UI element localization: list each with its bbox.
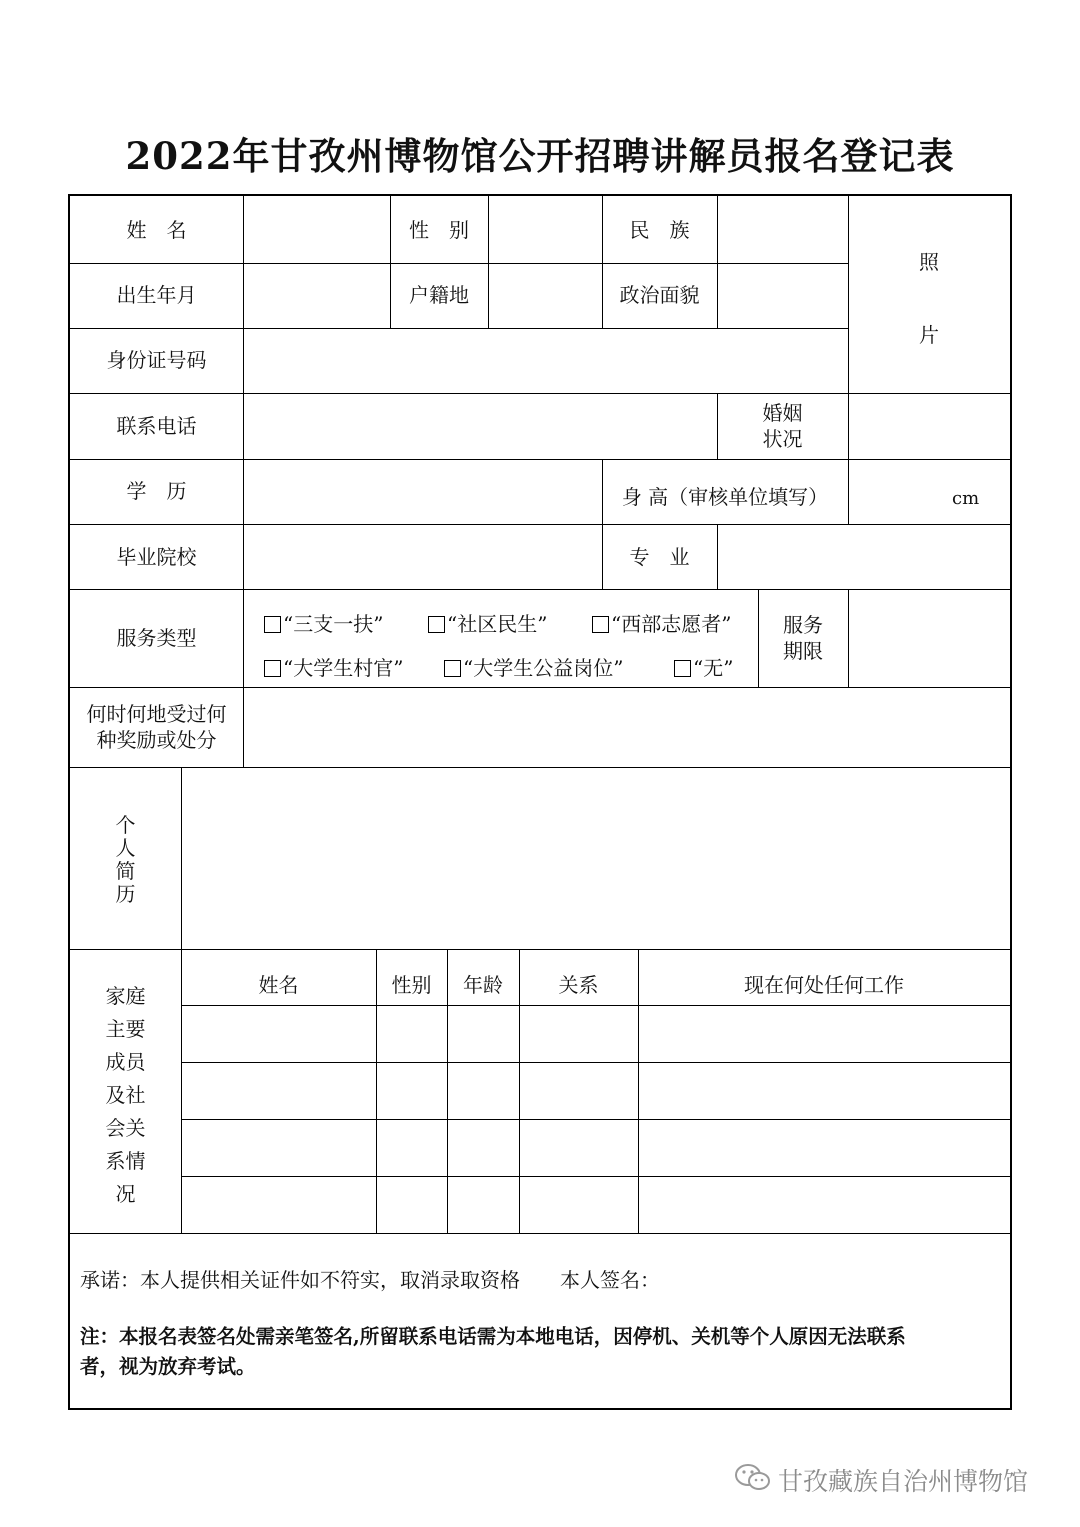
label-family-4: 及社 xyxy=(105,1083,146,1107)
grid-line xyxy=(602,196,603,328)
note-line-1: 注：本报名表签名处需亲笔签名,所留联系电话需为本地电话，因停机、关机等个人原因无法联系 xyxy=(80,1325,906,1348)
label-family-2: 主要 xyxy=(105,1017,146,1041)
gender-field[interactable] xyxy=(489,196,602,263)
service-option-sanzhiyifu[interactable]: “三支一扶” xyxy=(264,608,383,637)
awards-field[interactable] xyxy=(244,688,1010,767)
ethnicity-field[interactable] xyxy=(718,196,848,263)
label-ethnicity: 民 族 xyxy=(629,218,690,242)
height-unit: cm xyxy=(952,488,980,509)
label-education: 学 历 xyxy=(126,479,187,503)
grid-line xyxy=(390,196,391,328)
service-term-field[interactable] xyxy=(849,590,1010,687)
label-family-7: 况 xyxy=(115,1182,136,1206)
birth-field[interactable] xyxy=(244,264,390,328)
note-line-2: 者，视为放弃考试。 xyxy=(80,1355,256,1378)
label-resume-2: 人 xyxy=(115,836,136,860)
watermark-text: 甘孜藏族自治州博物馆 xyxy=(778,1467,1029,1496)
label-marital-2: 状况 xyxy=(762,427,803,451)
id-number-field[interactable] xyxy=(244,329,848,393)
phone-field[interactable] xyxy=(244,394,717,459)
signature-field[interactable] xyxy=(690,1258,1000,1298)
label-gender: 性 别 xyxy=(409,218,469,242)
label-family-5: 会关 xyxy=(105,1116,146,1140)
label-family-3: 成员 xyxy=(105,1050,146,1074)
service-option-shequminsheng[interactable]: “社区民生” xyxy=(428,608,547,637)
label-major: 专 业 xyxy=(629,545,690,569)
label-hukou: 户籍地 xyxy=(409,283,469,307)
label-resume-3: 简 xyxy=(115,859,136,883)
label-awards-2: 种奖励或处分 xyxy=(96,728,217,752)
label-political: 政治面貌 xyxy=(619,283,700,307)
major-field[interactable] xyxy=(718,525,1010,589)
label-school: 毕业院校 xyxy=(116,545,197,569)
hukou-field[interactable] xyxy=(489,264,602,328)
family-header-gender: 性别 xyxy=(391,973,432,997)
family-header-name: 姓名 xyxy=(258,973,299,997)
label-birth: 出生年月 xyxy=(116,283,197,307)
name-field[interactable] xyxy=(244,196,390,263)
checkbox-icon[interactable] xyxy=(674,660,691,677)
wechat-icon xyxy=(733,1462,773,1494)
label-resume-1: 个 xyxy=(115,813,136,837)
label-name: 姓 名 xyxy=(126,218,187,242)
label-family-6: 系情 xyxy=(105,1149,146,1173)
label-photo-2: 片 xyxy=(919,323,939,347)
label-resume-4: 历 xyxy=(115,882,136,906)
grid-line xyxy=(181,1119,1010,1120)
checkbox-icon[interactable] xyxy=(264,660,281,677)
checkbox-icon[interactable] xyxy=(444,660,461,677)
label-service-type: 服务类型 xyxy=(116,626,197,650)
label-phone: 联系电话 xyxy=(116,414,197,438)
checkbox-icon[interactable] xyxy=(592,616,609,633)
marital-field[interactable] xyxy=(849,394,1010,459)
family-header-age: 年龄 xyxy=(463,973,503,997)
registration-form-table xyxy=(68,194,1012,1410)
school-field[interactable] xyxy=(244,525,602,589)
page-title: 2022年甘孜州博物馆公开招聘讲解员报名登记表 xyxy=(125,134,955,178)
service-option-gongyigangwei[interactable]: “大学生公益岗位” xyxy=(444,652,623,681)
label-photo-1: 照 xyxy=(919,250,939,274)
checkbox-icon[interactable] xyxy=(264,616,281,633)
service-option-xibuzhiyuanzhe[interactable]: “西部志愿者” xyxy=(592,608,731,637)
grid-line xyxy=(70,1233,1010,1234)
label-id-number: 身份证号码 xyxy=(106,348,207,372)
family-header-relation: 关系 xyxy=(558,973,599,997)
label-marital-1: 婚姻 xyxy=(762,401,803,425)
grid-line xyxy=(181,1062,1010,1063)
education-field[interactable] xyxy=(244,460,602,524)
grid-line xyxy=(848,196,849,524)
label-service-term-2: 期限 xyxy=(783,639,823,663)
service-option-daxueshengcunguan[interactable]: “大学生村官” xyxy=(264,652,403,681)
checkbox-icon[interactable] xyxy=(428,616,445,633)
grid-line xyxy=(70,949,1010,950)
label-family-1: 家庭 xyxy=(105,984,146,1008)
grid-line xyxy=(181,1176,1010,1177)
political-field[interactable] xyxy=(718,264,848,328)
family-header-work: 现在何处任何工作 xyxy=(744,973,904,997)
label-awards-1: 何时何地受过何 xyxy=(86,702,227,726)
resume-field[interactable] xyxy=(182,768,1010,949)
promise-text: 承诺：本人提供相关证件如不符实，取消录取资格 本人签名： xyxy=(80,1268,660,1292)
service-option-none[interactable]: “无” xyxy=(674,652,733,681)
grid-line xyxy=(181,1005,1010,1006)
label-service-term-1: 服务 xyxy=(783,613,823,637)
label-height: 身 高（审核单位填写） xyxy=(621,485,829,509)
